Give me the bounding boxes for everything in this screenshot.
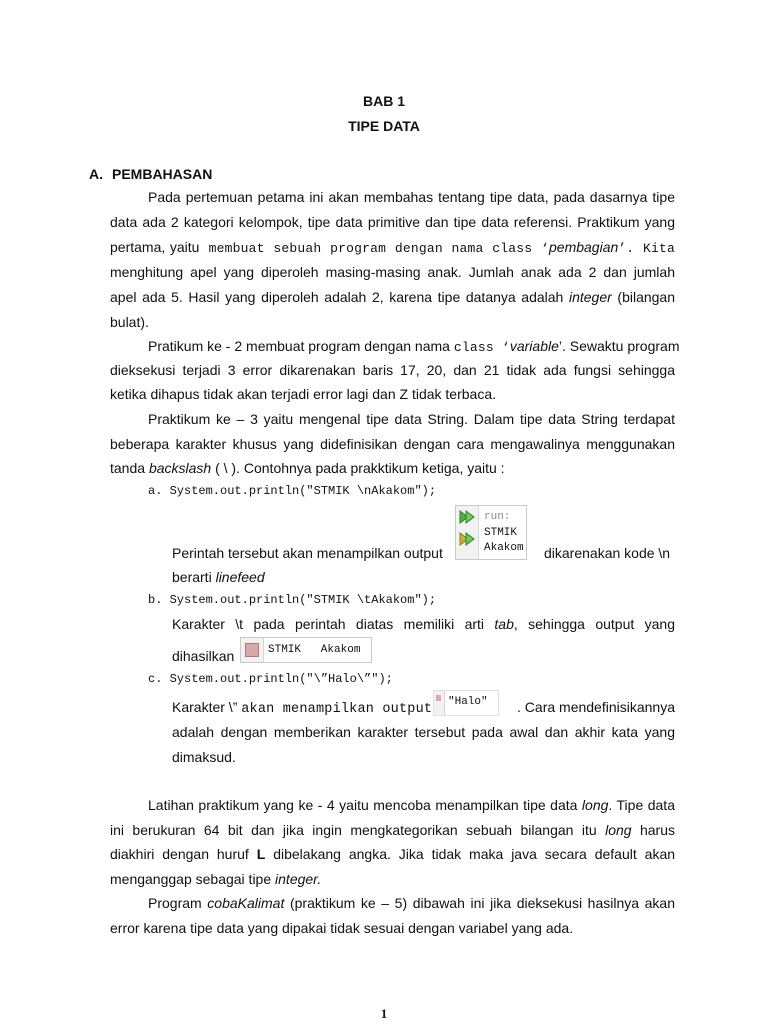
output-line: STMIK Akakom (268, 644, 361, 656)
para4-text: . Tipe data (608, 797, 675, 813)
stop-icon (245, 643, 259, 657)
item-c-text: . Cara mendefinisikannya (517, 699, 675, 715)
class-name-variable: variable (509, 338, 559, 354)
para2-line (148, 337, 680, 357)
para1-line (110, 288, 675, 306)
item-b-text: dihasilkan (172, 648, 235, 664)
para4-text: menganggap sebagai tipe (110, 871, 272, 887)
term-linefeed: linefeed (215, 569, 265, 585)
para4-line (110, 821, 675, 839)
stop-icon (436, 695, 441, 701)
item-a-text: Perintah tersebut akan menampilkan output (172, 545, 443, 561)
para4-text: diakhiri dengan huruf (110, 846, 249, 862)
chapter-title: TIPE DATA (348, 118, 420, 134)
term-integer: integer. (275, 871, 322, 887)
term-integer: integer (568, 289, 612, 305)
para4-text: dibelakang angka. Jika tidak maka java secara default akan (273, 846, 676, 862)
para3-line (110, 459, 505, 477)
class-name-cobakalimat: cobaKalimat (207, 895, 285, 911)
class-name-pembagian: pembagian (549, 239, 619, 255)
item-a-text: dikarenakan kode \n (544, 545, 671, 561)
para4-text: harus (639, 822, 676, 838)
item-b-word: , sehingga output yang (513, 616, 675, 632)
para1-line: Pada pertemuan petama ini akan membahas tentang tipe data, pada dasarnya tipe (148, 189, 675, 205)
para1-line (110, 238, 675, 258)
section-letter: A. (89, 166, 103, 182)
run-icon (459, 509, 475, 525)
para3-text: tanda (110, 460, 146, 476)
term-long: long (581, 797, 609, 813)
item-c-text: dimaksud. (172, 749, 236, 765)
para2-text: ’. Sewaktu program (558, 338, 680, 354)
para1-text: apel ada 5. Hasil yang diperoleh adalah 2, karena tipe datanya adalah (110, 289, 564, 305)
para5-text: (praktikum ke – 5) dibawah ini jika dieksekusi hasilnya akan (289, 895, 675, 911)
para3-line: Praktikum ke – 3 yaitu mengenal tipe data String. Dalam tipe data String terdapat (148, 411, 675, 427)
item-b-text (172, 615, 675, 633)
item-c-text: adalah dengan memberikan karakter tersebut pada awal dan akhir kata yang (172, 724, 675, 740)
item-a-text (172, 568, 265, 586)
para2-text: Pratikum ke - 2 membuat program dengan nama (148, 338, 450, 354)
para1-line: bulat). (110, 314, 149, 330)
output-screenshot-c (433, 690, 499, 716)
para3-text: ( \ ). Contohnya pada prakktikum ketiga, yaitu : (215, 460, 505, 476)
code-example-c: c. System.out.println("\”Halo\”"); (148, 672, 393, 686)
para1-code-text: membuat sebuah program dengan nama class ‘ (208, 241, 549, 256)
para3-line: beberapa karakter khusus yang didefinisikan dengan cara mengawalinya menggunakan (110, 436, 675, 452)
item-c-word: Karakter \” (172, 699, 238, 715)
term-long: long (605, 822, 632, 838)
code-example-b: b. System.out.println("STMIK \tAkakom"); (148, 593, 437, 607)
output-screenshot-a (455, 505, 527, 560)
output-run-label: run: (484, 511, 511, 523)
term-backslash: backslash (148, 460, 212, 476)
output-line: Akakom (484, 542, 524, 554)
item-b-word: Karakter \t pada perintah diatas memiliki arti (172, 616, 485, 632)
para4-line (110, 870, 321, 888)
para4-line (148, 796, 675, 814)
para1-text: ’. Kita (618, 241, 676, 256)
para5-line: error karena tipe data yang dipakai tidak sesuai dengan variabel yang ada. (110, 920, 574, 936)
item-c-text (172, 698, 432, 719)
term-L: L (256, 846, 266, 862)
page-number: 1 (380, 1006, 388, 1021)
term-tab: tab (494, 616, 514, 632)
chapter-number: BAB 1 (362, 93, 405, 109)
run-icon (459, 531, 475, 547)
section-heading: PEMBAHASAN (112, 166, 213, 182)
output-line: "Halo" (448, 696, 488, 708)
para5-text: Program (148, 895, 202, 911)
para2-code-text: class ‘ (453, 340, 510, 355)
item-a-word: berarti (172, 569, 212, 585)
para2-line: dieksekusi terjadi 3 error dikarenakan baris 17, 20, dan 21 tidak ada fungsi sehingga (110, 362, 675, 378)
para4-text: Latihan praktikum yang ke - 4 yaitu mencoba menampilkan tipe data (148, 797, 578, 813)
para5-line (148, 894, 675, 912)
code-example-a: a. System.out.println("STMIK \nAkakom"); (148, 484, 437, 498)
para1-text: pertama, yaitu (110, 239, 200, 255)
para4-line (110, 845, 675, 863)
para2-line: ketika dihapus tidak akan terjadi error lagi dan Z tidak terbaca. (110, 386, 496, 402)
item-c-code-word: akan menampilkan output (241, 702, 433, 717)
para1-text: (bilangan (617, 289, 676, 305)
para4-text: ini berukuran 64 bit dan jika ingin mengkategorikan sebuah bilangan itu (110, 822, 597, 838)
para1-line: data ada 2 kategori kelompok, tipe data primitive dan tipe data referensi. Praktikum yang (110, 214, 675, 230)
output-screenshot-b (240, 637, 372, 663)
output-line: STMIK (484, 527, 518, 539)
para1-line: menghitung apel yang diperoleh masing-masing anak. Jumlah anak ada 2 dan jumlah (110, 264, 675, 280)
